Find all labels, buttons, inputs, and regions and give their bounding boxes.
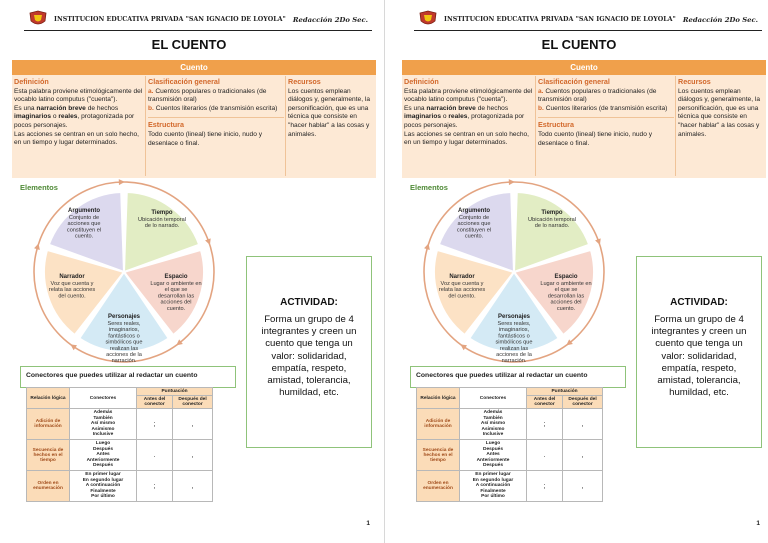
after-cell: , bbox=[563, 409, 603, 440]
element-description: Seres reales, bbox=[497, 321, 531, 327]
element-description: constituyen el bbox=[66, 227, 102, 234]
element-description: fantásticos o bbox=[108, 333, 140, 340]
elements-wheel bbox=[12, 178, 236, 364]
classification-b bbox=[538, 105, 674, 114]
resources-title: Recursos bbox=[288, 77, 321, 86]
element-description: narración. bbox=[501, 358, 527, 364]
definition-title: Definición bbox=[404, 77, 439, 86]
cycle-arrow-icon bbox=[509, 179, 515, 185]
text-run: de hechos bbox=[85, 104, 119, 112]
info-heading: Cuento bbox=[402, 60, 766, 75]
header-punctuation: Puntuación bbox=[137, 388, 213, 396]
element-description: Seres reales, bbox=[107, 321, 141, 327]
after-cell: , bbox=[563, 440, 603, 471]
element-description: constituyen el bbox=[456, 227, 492, 234]
element-description: cuento. bbox=[464, 233, 484, 240]
classification-title: Clasificación general bbox=[148, 77, 220, 86]
element-name: Espacio bbox=[164, 274, 188, 280]
definition-column bbox=[404, 78, 533, 148]
before-cell: ; bbox=[137, 471, 173, 502]
definition-title: Definición bbox=[14, 77, 49, 86]
list-text: Cuentos literarios (de transmisión escrita) bbox=[155, 104, 278, 112]
relation-cell: Secuencia de hechos en el tiempo bbox=[27, 440, 70, 471]
element-description: narración. bbox=[111, 358, 137, 364]
elements-title: Elementos bbox=[410, 183, 448, 192]
text-run: de hechos bbox=[475, 104, 509, 112]
element-description: de lo narrado. bbox=[144, 223, 180, 230]
element-description: desarrollan las bbox=[157, 293, 195, 300]
list-marker: b. bbox=[148, 104, 154, 112]
page-title: EL CUENTO bbox=[541, 37, 617, 52]
subject-label: Redacción 2Do Sec. bbox=[292, 16, 368, 24]
info-box bbox=[402, 60, 766, 178]
school-logo-icon bbox=[418, 10, 438, 27]
structure-title: Estructura bbox=[148, 120, 184, 130]
classification-title: Clasificación general bbox=[538, 77, 610, 86]
element-description: Voz que cuenta y bbox=[50, 281, 94, 287]
after-cell: , bbox=[563, 471, 603, 502]
connectors-table bbox=[416, 387, 603, 502]
element-description: Conjunto de bbox=[458, 215, 490, 221]
header-relation: Relación lógica bbox=[417, 388, 460, 409]
connectors-cell: En primer lugar En segundo lugar A continuación Finalmente Por último bbox=[70, 471, 137, 502]
element-description: Lugar o ambiente en bbox=[540, 281, 592, 287]
element-description: acciones de la bbox=[496, 352, 532, 358]
subject-label: Redacción 2Do Sec. bbox=[682, 16, 758, 24]
text-run: Es una bbox=[14, 104, 37, 112]
header-before: Antes del conector bbox=[137, 396, 173, 409]
definition-p1: Esta palabra proviene etimológicamente del vocablo latino computus ("cuenta"). bbox=[14, 87, 143, 104]
element-name: Argumento bbox=[68, 208, 100, 214]
connectors-cell: Luego Después Antes Anteriormente Después bbox=[70, 440, 137, 471]
element-description: fantásticos o bbox=[498, 333, 530, 340]
text-run: , protagonizada por pocos personajes. bbox=[14, 113, 135, 129]
element-description: realizan las bbox=[499, 345, 529, 352]
element-description: acciones que bbox=[67, 221, 101, 228]
element-description: de lo narrado. bbox=[534, 223, 570, 230]
element-description: acciones de la bbox=[106, 352, 142, 358]
text-bold: reales bbox=[58, 113, 78, 121]
definition-p2 bbox=[404, 105, 533, 131]
list-marker: a. bbox=[538, 87, 544, 95]
element-name: Personajes bbox=[107, 314, 141, 320]
page-left bbox=[0, 0, 378, 543]
definition-p1: Esta palabra proviene etimológicamente del vocablo latino computus ("cuenta"). bbox=[404, 87, 533, 104]
before-cell: . bbox=[527, 440, 563, 471]
connectors-cell: En primer lugar En segundo lugar A continuación Finalmente Por último bbox=[460, 471, 527, 502]
element-name: Tiempo bbox=[151, 210, 173, 216]
resources-column bbox=[288, 78, 374, 139]
relation-cell: Adición de información bbox=[417, 409, 460, 440]
element-description: del cuento. bbox=[448, 293, 476, 300]
header-connectors: Conectores bbox=[70, 388, 137, 409]
page-right bbox=[390, 0, 768, 543]
element-description: imaginarios, bbox=[498, 327, 530, 334]
activity-title: ACTIVIDAD: bbox=[280, 297, 338, 308]
connectors-table bbox=[26, 387, 213, 502]
column-divider bbox=[145, 76, 146, 176]
element-description: Lugar o ambiente en bbox=[150, 281, 202, 287]
element-description: Ubicación temporal bbox=[138, 217, 186, 223]
activity-box bbox=[636, 256, 762, 448]
page-number: 1 bbox=[756, 520, 760, 527]
activity-body: Forma un grupo de 4 integrantes y creen un cuento que tenga un valor: solidaridad, empatía, respeto, amistad, tolerancia, humildad, etc. bbox=[651, 314, 747, 399]
table-row bbox=[27, 471, 213, 502]
connectors-cell: Luego Después Antes Anteriormente Después bbox=[460, 440, 527, 471]
element-name: Espacio bbox=[554, 274, 578, 280]
resources-text: Los cuentos emplean diálogos y, generalmente, la personificación, que es una técnica que consiste en "hacer hablar" a las cosas y animales. bbox=[678, 87, 760, 138]
school-name: INSTITUCION EDUCATIVA PRIVADA "SAN IGNACIO DE LOYOLA" bbox=[444, 16, 676, 23]
element-description: el que se bbox=[164, 287, 188, 294]
connectors-title-box bbox=[410, 366, 626, 388]
element-description: acciones que bbox=[457, 221, 491, 228]
element-description: acciones del bbox=[550, 299, 582, 306]
info-heading: Cuento bbox=[12, 60, 376, 75]
list-text: Cuentos populares o tradicionales (de transmisión oral) bbox=[148, 87, 267, 104]
page-header bbox=[24, 10, 372, 31]
header-relation: Relación lógica bbox=[27, 388, 70, 409]
text-bold: imaginarios bbox=[404, 113, 442, 121]
definition-column bbox=[14, 78, 143, 148]
list-text: Cuentos literarios (de transmisión escrita) bbox=[545, 104, 668, 112]
element-name: Argumento bbox=[458, 208, 490, 214]
after-cell: , bbox=[173, 440, 213, 471]
element-name: Personajes bbox=[497, 314, 531, 320]
before-cell: ; bbox=[527, 409, 563, 440]
relation-cell: Secuencia de hechos en el tiempo bbox=[417, 440, 460, 471]
table-row bbox=[417, 440, 603, 471]
info-box bbox=[12, 60, 376, 178]
before-cell: . bbox=[137, 440, 173, 471]
element-description: Voz que cuenta y bbox=[440, 281, 484, 287]
connectors-title-box bbox=[20, 366, 236, 388]
activity-body: Forma un grupo de 4 integrantes y creen un cuento que tenga un valor: solidaridad, empatía, respeto, amistad, tolerancia, humildad, etc. bbox=[261, 314, 357, 399]
classification-a bbox=[148, 88, 284, 105]
element-description: simbólicos que bbox=[495, 339, 533, 346]
element-description: realizan las bbox=[109, 345, 139, 352]
before-cell: ; bbox=[137, 409, 173, 440]
definition-p2 bbox=[14, 105, 143, 131]
before-cell: ; bbox=[527, 471, 563, 502]
school-name: INSTITUCION EDUCATIVA PRIVADA "SAN IGNACIO DE LOYOLA" bbox=[54, 16, 286, 23]
text-run: , protagonizada por pocos personajes. bbox=[404, 113, 525, 129]
page-title: EL CUENTO bbox=[151, 37, 227, 52]
element-description: el que se bbox=[554, 287, 578, 294]
text-run: o bbox=[51, 113, 59, 121]
text-bold: narración breve bbox=[36, 104, 86, 112]
connectors-title: Conectores que puedes utilizar al redactar un cuento bbox=[416, 372, 588, 379]
table-row bbox=[417, 471, 603, 502]
text-bold: narración breve bbox=[426, 104, 476, 112]
classification-column bbox=[148, 78, 284, 148]
school-logo-icon bbox=[28, 10, 48, 27]
element-description: del cuento. bbox=[58, 293, 86, 300]
element-description: acciones del bbox=[160, 299, 192, 306]
cycle-arrow-icon bbox=[119, 179, 125, 185]
connectors-cell: Además También Así mismo Asimismo Inclusive bbox=[460, 409, 527, 440]
element-description: Conjunto de bbox=[68, 215, 100, 221]
structure-text: Todo cuento (lineal) tiene inicio, nudo y desenlace o final. bbox=[538, 130, 652, 147]
connectors-title: Conectores que puedes utilizar al redactar un cuento bbox=[26, 372, 198, 379]
text-bold: reales bbox=[448, 113, 468, 121]
classification-a bbox=[538, 88, 674, 105]
header-after: Después del conector bbox=[173, 396, 213, 409]
structure-title: Estructura bbox=[538, 120, 574, 130]
elements-title: Elementos bbox=[20, 183, 58, 192]
element-description: cuento. bbox=[556, 305, 576, 312]
element-name: Narrador bbox=[59, 274, 85, 280]
section-divider bbox=[148, 117, 284, 118]
list-text: Cuentos populares o tradicionales (de transmisión oral) bbox=[538, 87, 657, 104]
table-row bbox=[27, 409, 213, 440]
list-marker: a. bbox=[148, 87, 154, 95]
after-cell: , bbox=[173, 409, 213, 440]
classification-b bbox=[148, 105, 284, 114]
connectors-cell: Además También Así mismo Asimismo Inclusive bbox=[70, 409, 137, 440]
element-description: simbólicos que bbox=[105, 339, 143, 346]
element-name: Narrador bbox=[449, 274, 475, 280]
element-description: relata las acciones bbox=[48, 287, 96, 294]
table-row bbox=[417, 409, 603, 440]
header-connectors: Conectores bbox=[460, 388, 527, 409]
classification-column bbox=[538, 78, 674, 148]
page-number: 1 bbox=[366, 520, 370, 527]
section-divider bbox=[538, 117, 674, 118]
element-description: relata las acciones bbox=[438, 287, 486, 294]
elements-wheel bbox=[402, 178, 626, 364]
column-divider bbox=[285, 76, 286, 176]
activity-box bbox=[246, 256, 372, 448]
structure-text: Todo cuento (lineal) tiene inicio, nudo y desenlace o final. bbox=[148, 130, 262, 147]
text-run: Es una bbox=[404, 104, 427, 112]
header-before: Antes del conector bbox=[527, 396, 563, 409]
relation-cell: Orden en enumeración bbox=[27, 471, 70, 502]
resources-title: Recursos bbox=[678, 77, 711, 86]
activity-title: ACTIVIDAD: bbox=[670, 297, 728, 308]
page-separator bbox=[384, 0, 385, 543]
header-after: Después del conector bbox=[563, 396, 603, 409]
relation-cell: Adición de información bbox=[27, 409, 70, 440]
text-run: o bbox=[441, 113, 449, 121]
after-cell: , bbox=[173, 471, 213, 502]
definition-p3: Las acciones se centran en un solo hecho, en un tiempo y lugar determinados. bbox=[14, 130, 139, 147]
element-description: Ubicación temporal bbox=[528, 217, 576, 223]
element-description: desarrollan las bbox=[547, 293, 585, 300]
resources-column bbox=[678, 78, 764, 139]
table-row bbox=[27, 440, 213, 471]
element-description: cuento. bbox=[74, 233, 94, 240]
header-punctuation: Puntuación bbox=[527, 388, 603, 396]
element-description: imaginarios, bbox=[108, 327, 140, 334]
resources-text: Los cuentos emplean diálogos y, generalmente, la personificación, que es una técnica que consiste en "hacer hablar" a las cosas y animales. bbox=[288, 87, 370, 138]
page-header bbox=[414, 10, 762, 31]
relation-cell: Orden en enumeración bbox=[417, 471, 460, 502]
element-description: cuento. bbox=[166, 305, 186, 312]
column-divider bbox=[675, 76, 676, 176]
definition-p3: Las acciones se centran en un solo hecho, en un tiempo y lugar determinados. bbox=[404, 130, 529, 147]
element-name: Tiempo bbox=[541, 210, 563, 216]
text-bold: imaginarios bbox=[14, 113, 52, 121]
column-divider bbox=[535, 76, 536, 176]
list-marker: b. bbox=[538, 104, 544, 112]
